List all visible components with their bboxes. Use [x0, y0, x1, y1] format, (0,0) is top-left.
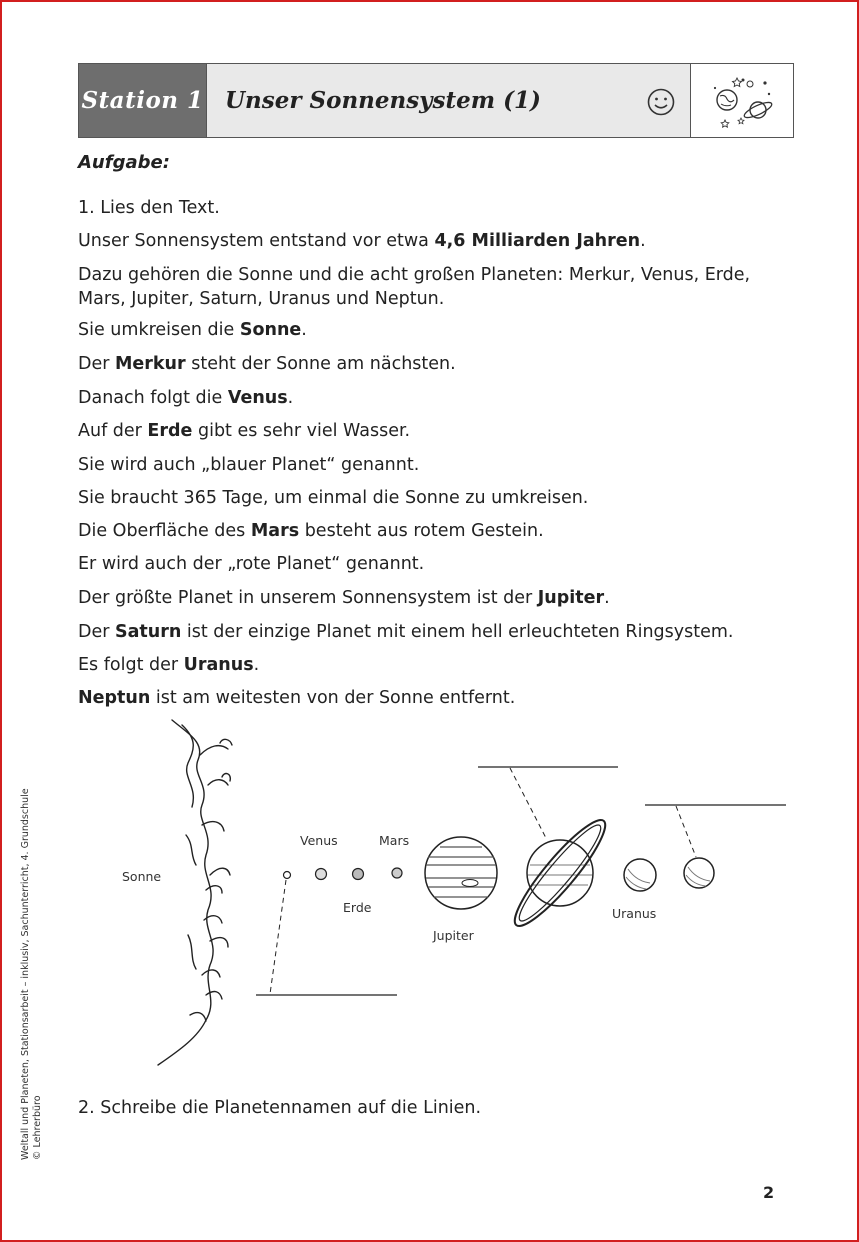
uranus-label: Uranus — [612, 906, 657, 921]
text-run: . — [640, 231, 646, 251]
space-icon-box — [690, 64, 793, 137]
smiley-icon — [646, 87, 676, 117]
bold-keyword: Saturn — [115, 622, 182, 642]
text-paragraph — [78, 229, 798, 253]
text-paragraph — [78, 486, 798, 510]
text-run: Sie braucht 365 Tage, um einmal die Sonne zu umkreisen. — [78, 488, 589, 508]
mars-label: Mars — [379, 833, 410, 848]
text-run: . — [287, 388, 294, 408]
page-number: 2 — [763, 1183, 775, 1202]
text-paragraph — [78, 519, 798, 543]
text-run: Die Oberfläche des — [78, 521, 251, 541]
sun-label: Sonne — [122, 869, 162, 884]
text-run: Sie umkreisen die — [78, 320, 240, 340]
bold-keyword: Merkur — [115, 354, 186, 374]
bold-keyword: Sonne — [239, 320, 302, 340]
planets-stars-icon — [707, 70, 777, 132]
solar-system-illustration — [110, 715, 800, 1075]
text-run: Der größte Planet in unserem Sonnensystem ist der — [78, 588, 538, 608]
page-title: Unser Sonnensystem (1) — [225, 87, 541, 114]
text-run: Es folgt der — [78, 655, 184, 675]
earth-label: Erde — [343, 900, 372, 915]
jupiter-planet — [425, 837, 497, 909]
saturn-planet — [505, 811, 615, 934]
text-run: . — [253, 655, 260, 675]
text-run: steht der Sonne am nächsten. — [185, 354, 456, 374]
text-paragraph — [78, 653, 798, 677]
task-heading: Aufgabe: — [78, 152, 170, 173]
task2-instruction: 2. Schreibe die Planetennamen auf die Linien. — [78, 1098, 482, 1118]
text-run: ist am weitesten von der Sonne entfernt. — [150, 688, 516, 708]
text-run: Dazu gehören die Sonne und die acht großen Planeten: Merkur, Venus, Erde, Mars, Jupiter, Saturn, Uranus und Neptun. — [78, 265, 751, 309]
text-paragraph — [78, 263, 798, 311]
text-paragraph — [78, 552, 798, 576]
text-run: Danach folgt die — [78, 388, 228, 408]
text-run: 1. Lies den Text. — [78, 198, 220, 218]
text-run: Der — [78, 622, 115, 642]
venus-label: Venus — [300, 833, 338, 848]
title-bar — [206, 64, 690, 137]
text-paragraph — [78, 620, 798, 644]
venus-planet — [316, 869, 327, 880]
text-run: gibt es sehr viel Wasser. — [192, 421, 411, 441]
text-paragraph — [78, 453, 798, 477]
sidebar-copyright: Weltall und Planeten, Stationsarbeit – inklusiv, Sachunterricht, 4. Grundschule © Lehrerbüro — [20, 788, 43, 1160]
uranus-planet — [624, 859, 656, 891]
text-paragraph — [78, 196, 798, 220]
text-paragraph — [78, 386, 798, 410]
bold-keyword: Uranus — [183, 655, 254, 675]
text-run: Auf der — [78, 421, 148, 441]
bold-keyword: Mars — [250, 521, 300, 541]
bold-keyword: Jupiter — [537, 588, 605, 608]
mars-planet — [392, 868, 402, 878]
earth-planet — [353, 869, 364, 880]
mercury-planet — [284, 872, 291, 879]
text-run: ist der einzige Planet mit einem hell erleuchteten Ringsystem. — [181, 622, 734, 642]
bold-keyword: Erde — [147, 421, 193, 441]
text-run: Der — [78, 354, 115, 374]
sun-flames — [158, 720, 232, 1065]
text-run: besteht aus rotem Gestein. — [299, 521, 544, 541]
text-paragraph — [78, 586, 798, 610]
text-run: Er wird auch der „rote Planet“ genannt. — [78, 554, 425, 574]
bold-keyword: 4,6 Milliarden Jahren — [434, 231, 641, 251]
neptune-planet — [684, 858, 714, 888]
text-run: Unser Sonnensystem entstand vor etwa — [78, 231, 435, 251]
text-run: . — [604, 588, 610, 608]
text-paragraph — [78, 318, 798, 342]
jupiter-label: Jupiter — [433, 928, 474, 943]
text-run: Sie wird auch „blauer Planet“ genannt. — [78, 455, 420, 475]
text-paragraph — [78, 352, 798, 376]
bold-keyword: Venus — [227, 388, 288, 408]
station-header — [78, 63, 794, 138]
text-paragraph — [78, 686, 798, 710]
text-paragraph — [78, 419, 798, 443]
station-label: Station 1 — [79, 64, 206, 137]
bold-keyword: Neptun — [78, 688, 151, 708]
text-run: . — [301, 320, 307, 340]
